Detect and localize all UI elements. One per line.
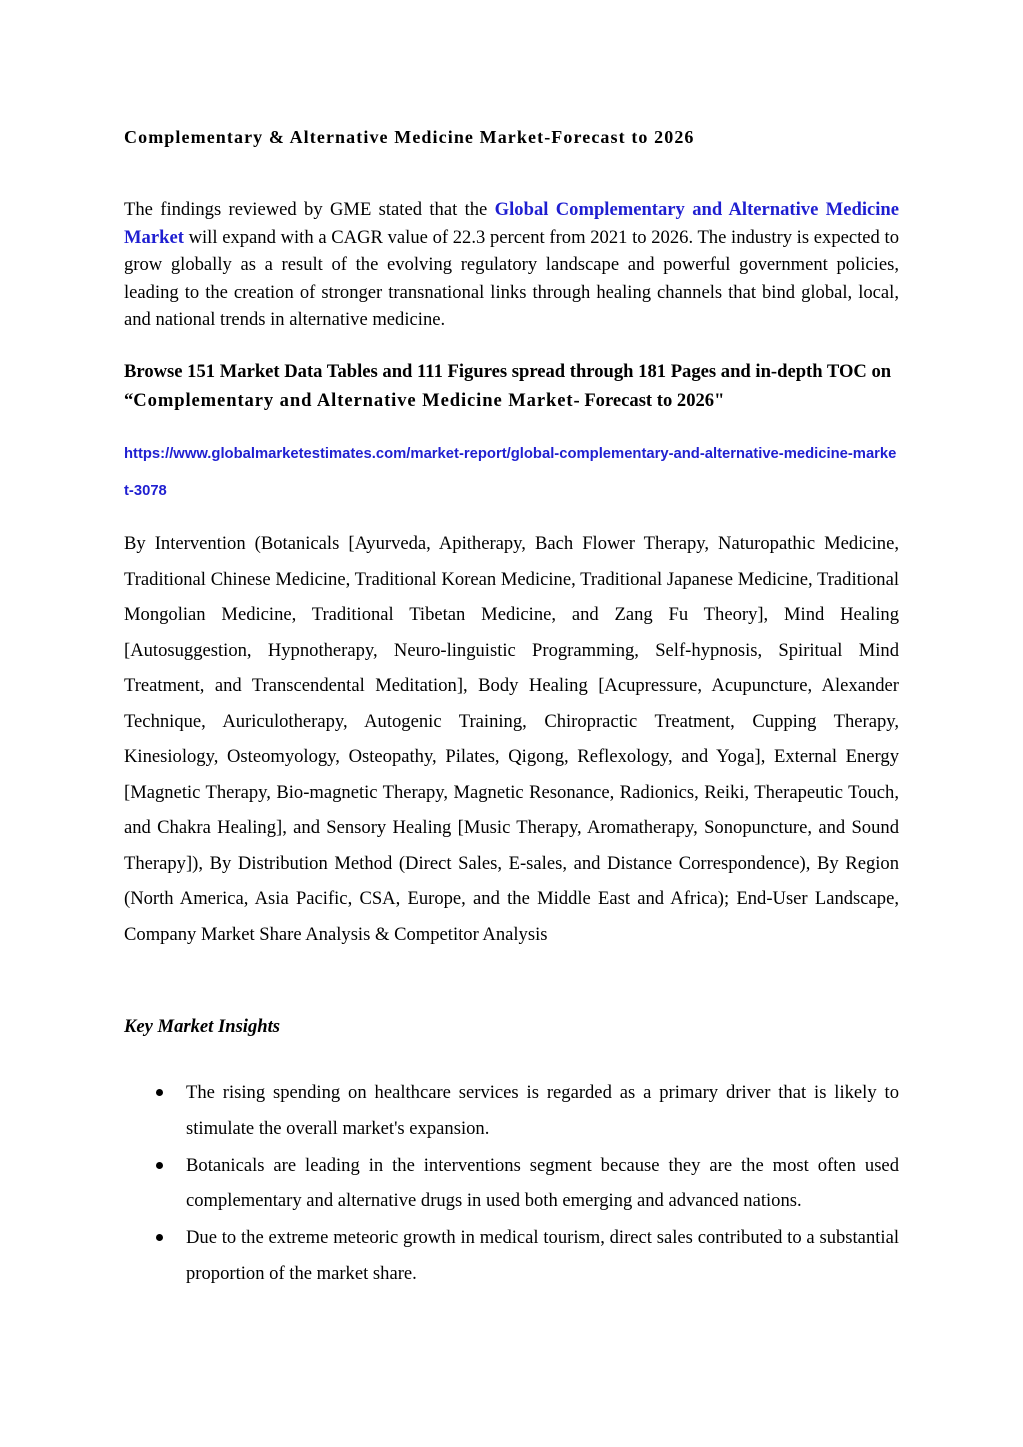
browse-tail-text: - Forecast to 2026"	[573, 390, 725, 411]
browse-lead-text: Browse 151 Market Data Tables and 111 Figures spread through 181 Pages and in-depth TOC on “	[124, 361, 892, 411]
list-item	[124, 1220, 899, 1291]
market-name-highlight: Global Complementary and Alternative Medicine Market	[124, 199, 900, 248]
report-link[interactable]: https://www.globalmarketestimates.com/market-report/global-complementary-and-alternative-medicine-market-3078	[124, 446, 897, 499]
bullet-icon	[156, 1089, 163, 1096]
list-item	[124, 1148, 899, 1219]
intro-paragraph	[124, 196, 899, 334]
key-insights-list	[124, 1075, 899, 1293]
list-item-text: Due to the extreme meteoric growth in medical tourism, direct sales contributed to a substantial proportion of the market share.	[186, 1227, 899, 1284]
list-item-text: The rising spending on healthcare services is regarded as a primary driver that is likely to stimulate the overall market's expansion.	[186, 1082, 899, 1139]
list-item	[124, 1075, 899, 1146]
bullet-icon	[156, 1234, 163, 1241]
segmentation-paragraph: By Intervention (Botanicals [Ayurveda, Apitherapy, Bach Flower Therapy, Naturopathic Medicine, Traditional Chinese Medicine, Traditional Korean Medicine, Traditional Japanese Medicine, Traditional Mongolian Medicine, Traditional Tibetan Medicine, and Zang Fu Theory], Mind Healing [Autosuggestion, Hypnotherapy, Neuro-linguistic Programming, Self-hypnosis, Spiritual Mind Treatment, and Transcendental Meditation], Body Healing [Acupressure, Acupuncture, Alexander Technique, Auriculotherapy, Autogenic Training, Chiropractic Treatment, Cupping Therapy, Kinesiology, Osteomyology, Osteopathy, Pilates, Qigong, Reflexology, and Yoga], External Energy [Magnetic Therapy, Bio-magnetic Therapy, Magnetic Resonance, Radionics, Reiki, Therapeutic Touch, and Chakra Healing], and Sensory Healing [Music Therapy, Aromatherapy, Sonopuncture, and Sound Therapy]), By Distribution Method (Direct Sales, E-sales, and Distance Correspondence), By Region (North America, Asia Pacific, CSA, Europe, and the Middle East and Africa); End-User Landscape, Company Market Share Analysis & Competitor Analysis	[124, 533, 899, 945]
intro-text-after: will expand with a CAGR value of 22.3 percent from 2021 to 2026. The industry is expected to grow globally as a result of the evolving regulatory landscape and powerful government policies, leading to the creation of stronger transnational links through healing channels that bind global, local, and national trends in alternative medicine.	[124, 226, 899, 330]
document-title: Complementary & Alternative Medicine Market-Forecast to 2026	[124, 127, 695, 147]
list-item-text: Botanicals are leading in the interventions segment because they are the most often used complementary and alternative drugs in used both emerging and advanced nations.	[186, 1154, 899, 1211]
report-name: Complementary and Alternative Medicine Market	[133, 390, 574, 411]
key-insights-heading: Key Market Insights	[124, 1016, 281, 1037]
bullet-icon	[156, 1162, 163, 1169]
intro-text-before: The findings reviewed by GME stated that the	[124, 199, 495, 220]
report-link-paragraph	[124, 436, 899, 510]
browse-paragraph	[124, 357, 899, 415]
